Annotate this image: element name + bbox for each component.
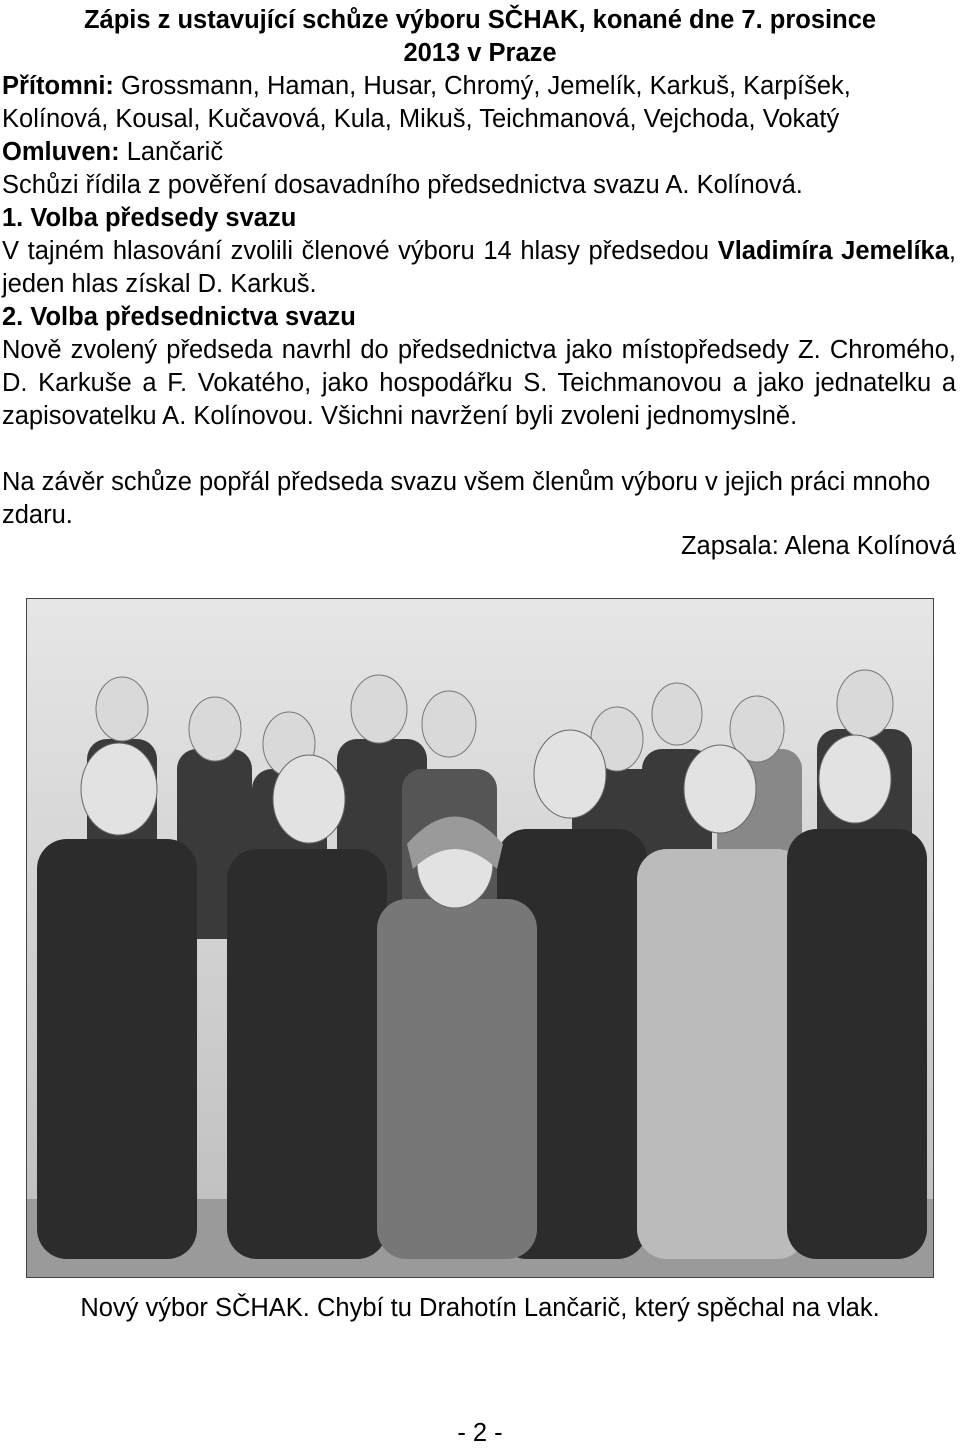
section1-text-before: V tajném hlasování zvolili členové výboru 14 hlasy předsedou: [2, 237, 718, 265]
excused-names: Lančarič: [119, 138, 224, 166]
title-line-1: Zápis z ustavující schůze výboru SČHAK, konané dne 7. prosince: [83, 6, 877, 34]
section1-text-bold: Vladimíra Jemelíka: [717, 237, 949, 265]
chair-note: Schůzi řídila z pověření dosavadního předsednictva svazu A. Kolínová.: [2, 171, 803, 199]
signature: Zapsala: Alena Kolínová: [680, 532, 956, 560]
group-photo-illustration: [27, 599, 933, 1277]
excused-label: Omluven:: [2, 138, 120, 166]
group-photo: [26, 598, 934, 1278]
section2-heading: 2. Volba předsednictva svazu: [2, 303, 356, 331]
section2-text: Nově zvolený předseda navrhl do předsednictva jako místopředsedy Z. Chromého, D. Karkuše a F. Vokatého, jako hospodářku S. Teichmanovou a jako jednatelku a zapisovatelku A. Kolínovou. Všichni navržení byli zvoleni jednomyslně.: [2, 336, 956, 430]
document-title: [0, 4, 960, 70]
section1-heading: 1. Volba předsedy svazu: [2, 204, 297, 232]
section1-text-after: , jeden hlas získal D. Karkuš.: [2, 237, 956, 298]
present-label: Přítomni:: [2, 72, 114, 100]
present-names: Grossmann, Haman, Husar, Chromý, Jemelík, Karkuš, Karpíšek, Kolínová, Kousal, Kučavová, Kula, Mikuš, Teichmanová, Vejchoda, Vokatý: [2, 72, 851, 133]
closing-text: Na závěr schůze popřál předseda svazu všem členům výboru v jejich práci mnoho zdaru.: [2, 468, 931, 529]
present-list: [2, 70, 956, 136]
page-number: - 2 -: [457, 1419, 503, 1447]
section1-text: [2, 235, 956, 301]
excused-list: [2, 136, 956, 169]
title-line-2: 2013 v Praze: [403, 39, 557, 67]
photo-caption: Nový výbor SČHAK. Chybí tu Drahotín Lančarič, který spěchal na vlak.: [80, 1294, 880, 1322]
